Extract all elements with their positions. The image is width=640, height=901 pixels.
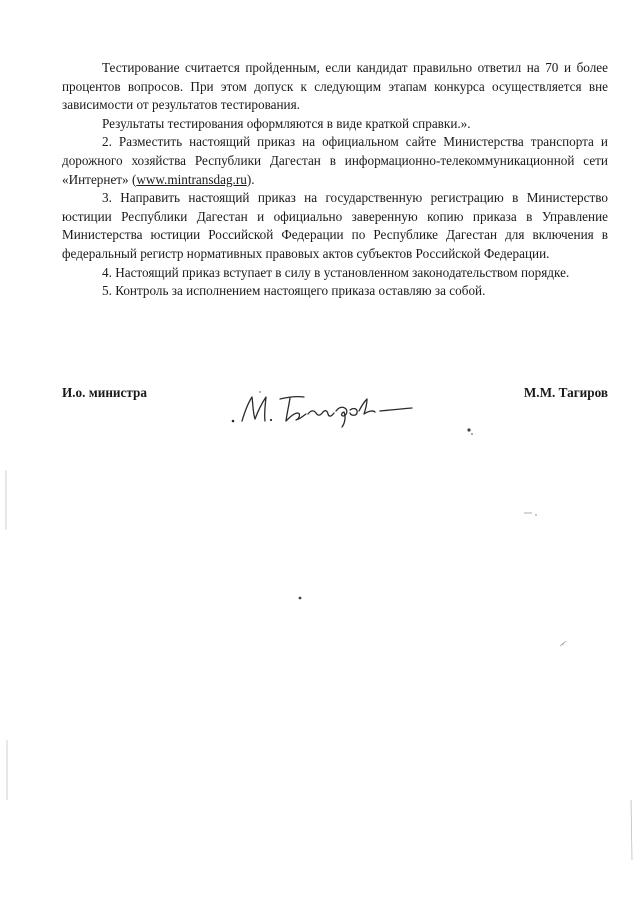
paragraph-testing-results: Результаты тестирования оформляются в виде краткой справки.». xyxy=(102,115,471,131)
scan-speck xyxy=(562,643,563,644)
scan-speck xyxy=(535,514,536,515)
paragraph-item-2 xyxy=(62,133,608,189)
paragraph-item-3: 3. Направить настоящий приказ на государственную регистрацию в Министерство юстиции Республики Дагестан и официально заверенную копию приказа в Управление Министерства юстиции Российской Федерации по Республике Дагестан для включения в федеральный регистр нормативных правовых актов субъектов Российской Федерации. xyxy=(62,190,608,261)
scan-dash xyxy=(560,641,566,646)
position-title: И.о. министра xyxy=(62,385,147,400)
scan-edge-line xyxy=(631,800,632,860)
handwritten-signature xyxy=(228,383,428,431)
document-body xyxy=(62,59,608,301)
paragraph-item-5: 5. Контроль за исполнением настоящего приказа оставляю за собой. xyxy=(102,283,486,299)
item-2-text-end: ). xyxy=(246,171,255,187)
scan-speck xyxy=(467,428,470,431)
scan-speck xyxy=(299,597,302,600)
item-2-text: 2. Разместить настоящий приказ на официальном сайте Министерства транспорта и дорожного хозяйства Республики Дагестан в информационно-телекоммуникационной сети «Интернет» ( xyxy=(62,134,608,187)
paragraph-testing-passed: Тестирование считается пройденным, если кандидат правильно ответил на 70 и более процентов вопросов. При этом допуск к следующим этапам конкурса осуществляется вне зависимости от результатов тестирования. xyxy=(62,60,608,113)
signatory-name: М.М. Тагиров xyxy=(523,385,608,400)
website-link[interactable]: www.mintransdag.ru xyxy=(136,171,247,187)
paragraph-item-4: 4. Настоящий приказ вступает в силу в установленном законодательством порядке. xyxy=(102,264,570,280)
scan-speck xyxy=(471,433,473,435)
